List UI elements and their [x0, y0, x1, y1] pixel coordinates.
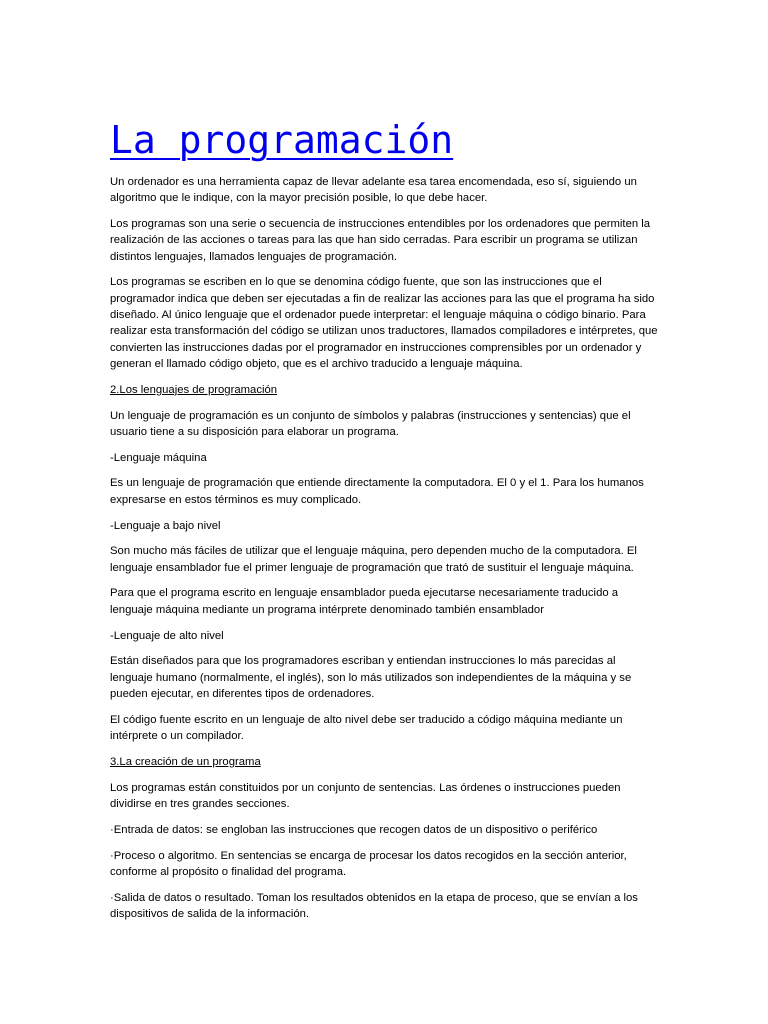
- paragraph-high-level: Están diseñados para que los programadores escriban y entiendan instrucciones lo más parecidas al lenguaje humano (normalmente, el inglés), son lo más utilizados son independientes de la máquina y se pueden ejecutar, en diferentes tipos de ordenadores.: [110, 655, 632, 700]
- paragraph-intro: Un ordenador es una herramienta capaz de llevar adelante esa tarea encomendada, eso sí, siguiendo un algoritmo que le indique, con la mayor precisión posible, lo que debe hacer.: [110, 176, 637, 205]
- document-body: [110, 174, 660, 922]
- paragraph-programs: Los programas son una serie o secuencia de instrucciones entendibles por los ordenadores que permiten la realización de las acciones o tareas para las que han sido cerradas. Para escribir un programa se utilizan distintos lenguajes, llamados lenguajes de programación.: [110, 218, 651, 263]
- list-item-input: ·Entrada de datos: se engloban las instrucciones que recogen datos de un dispositivo o periférico: [110, 823, 598, 836]
- paragraph-low-level: Son mucho más fáciles de utilizar que el lenguaje máquina, pero dependen mucho de la computadora. El lenguaje ensamblador fue el primer lenguaje de programación que trató de sustituir el lenguaje máquina.: [110, 545, 637, 574]
- paragraph-machine-language: Es un lenguaje de programación que entiende directamente la computadora. El 0 y el 1. Para los humanos expresarse en estos términos es muy complicado.: [110, 477, 644, 506]
- section-heading-program-creation: 3.La creación de un programa: [110, 755, 261, 768]
- section-heading-languages: 2.Los lenguajes de programación: [110, 383, 278, 396]
- list-item-output: ·Salida de datos o resultado. Toman los resultados obtenidos en la etapa de proceso, que se envían a los dispositivos de salida de la información.: [110, 891, 638, 920]
- paragraph-assembler: Para que el programa escrito en lenguaje ensamblador pueda ejecutarse necesariamente traducido a lenguaje máquina mediante un programa intérprete denominado también ensamblador: [110, 587, 619, 616]
- subheading-low-level: -Lenguaje a bajo nivel: [110, 519, 221, 532]
- subheading-machine-language: -Lenguaje máquina: [110, 451, 207, 464]
- paragraph-source-code: Los programas se escriben en lo que se denomina código fuente, que son las instrucciones que el programador indica que deben ser ejecutadas a fin de realizar las acciones para las que el programa ha sido diseñado. Al único lenguaje que el ordenador puede interpretar: el lenguaje máquina o código binario. Para realizar esta transformación del código se utilizan unos traductores, llamados compiladores e intérpretes, que convierten las instrucciones dadas por el programador en instrucciones comprensibles por un ordenador y generan el llamado código objeto, que es el archivo traducido a lenguaje máquina.: [110, 276, 658, 370]
- document-page: [110, 116, 660, 932]
- paragraph-language-definition: Un lenguaje de programación es un conjunto de símbolos y palabras (instrucciones y sentencias) que el usuario tiene a su disposición para elaborar un programa.: [110, 409, 631, 438]
- paragraph-translation: El código fuente escrito en un lenguaje de alto nivel debe ser traducido a código máquina mediante un intérprete o un compilador.: [110, 713, 623, 743]
- document-title[interactable]: La programación: [110, 118, 454, 162]
- list-item-process: ·Proceso o algoritmo. En sentencias se encarga de procesar los datos recogidos en la sección anterior, conforme al propósito o finalidad del programa.: [110, 849, 627, 878]
- subheading-high-level: -Lenguaje de alto nivel: [110, 629, 224, 642]
- paragraph-sentences: Los programas están constituidos por un conjunto de sentencias. Las órdenes o instrucciones pueden dividirse en tres grandes secciones.: [110, 781, 621, 810]
